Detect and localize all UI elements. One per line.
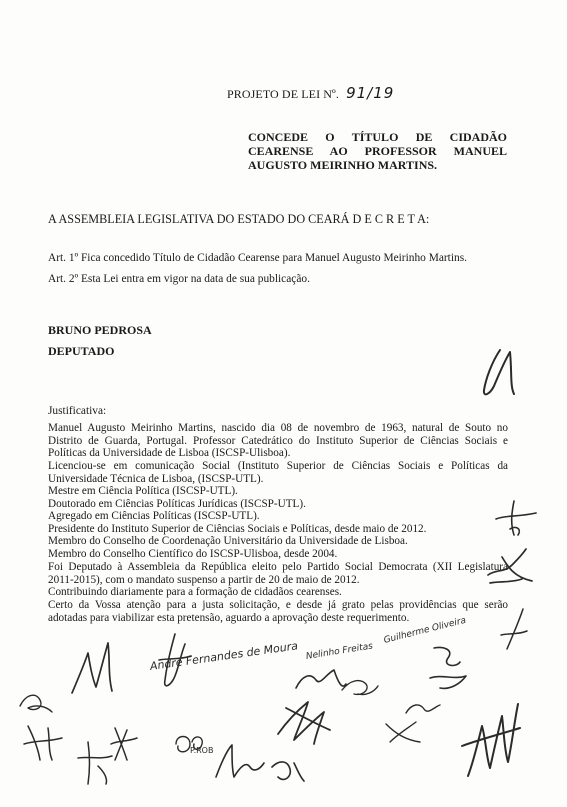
text-line: 2011-2015), com o mandato suspenso a partir de 20 de maio de 2012. [48,573,360,586]
signature-left-1 [62,635,122,705]
text-line: Certo da Vossa atenção para a justa solicitação, e desde já grato pelas providências que serão [48,599,508,611]
text-line: Manuel Augusto Meirinho Martins, nascido dia 08 de novembro de 1963, natural de Souto no [48,422,508,434]
signature-stamp-loops [170,728,210,760]
list-item: Presidente do Instituto Superior de Ciências Sociais e Políticas, desde maio de 2012. [48,522,427,535]
text-line: Licenciou-se em comunicação Social (Instituto Superior de Ciências Sociais e Políticas da [48,460,508,472]
justification-item-last [48,586,508,599]
list-item: Membro do Conselho de Coordenação Universitário da Universidade de Lisboa. [48,535,408,548]
author-role: DEPUTADO [48,344,115,358]
signature-right-bottom [448,676,528,786]
signature-right-3 [482,545,542,590]
justification-list [48,485,508,561]
ementa [248,130,507,172]
list-item: Agregado em Ciências Políticas (ISCSP-UTL). [48,510,260,523]
stamp-code: P.ROB [190,746,214,755]
enacting-clause: A ASSEMBLEIA LEGISLATIVA DO ESTADO DO CEARÁ D E C R E T A: [48,212,430,226]
signature-left-small [12,680,60,720]
signature-right-top [472,342,532,402]
text-line: Políticas da Universidade de Lisboa (ISCSP-Ulisboa). [48,447,291,460]
ementa-line: CEARENSE AO PROFESSOR MANUEL [248,144,507,158]
ementa-line: CONCEDE O TÍTULO DE CIDADÃO [248,130,507,144]
list-item: Doutorado em Ciências Políticas Jurídicas (ISCSP-UTL). [48,497,306,510]
text-line: Universidade Técnica de Lisboa, (ISCSP-UTL). [48,472,264,485]
article-2: Art. 2º Esta Lei entra em vigor na data de sua publicação. [48,273,310,285]
list-item: Membro do Conselho Científico do ISCSP-Ulisboa, desde 2004. [48,547,338,560]
ementa-line: AUGUSTO MEIRINHO MARTINS. [248,158,438,172]
text-line: adotadas para viabilizar esta pretensão, aguardo a aprovação deste requerimento. [48,611,410,624]
justification-label: Justificativa: [48,405,107,417]
handwritten-signature-c: Guilherme Oliveira [382,615,468,646]
signature-right-4 [495,605,535,655]
text-line: Distrito de Guarda, Portugal. Professor Catedrático do Instituto Superior de Ciências Sociais e [48,434,508,447]
list-item: Contribuindo diariamente para a formação de cidadãos cearenses. [48,586,342,598]
author-name: BRUNO PEDROSA [48,323,152,337]
signature-bottom-mid [210,737,310,787]
signature-left-3 [18,716,74,766]
text-line: Foi Deputado à Assembleia da República eleito pelo Partido Social Democrata (XII Legislatura [48,561,508,573]
project-header [227,84,394,102]
signature-right-2 [492,495,542,540]
closing-paragraph [48,599,508,624]
project-number: 91/19 [346,84,395,102]
signature-left-5 [105,722,145,766]
signature-small-3 [380,716,426,750]
handwritten-signature-b: Nelinho Freitas [305,641,374,662]
justification-paragraph [48,422,508,460]
justification-paragraph [48,460,508,485]
project-label: PROJETO DE LEI Nº. [227,87,339,101]
list-item: Mestre em Ciência Política (ISCSP-UTL). [48,485,238,497]
handwritten-signature-a: André Fernandes de Moura [149,639,299,673]
justification-paragraph [48,561,508,586]
article-1: Art. 1º Fica concedido Título de Cidadão Cearense para Manuel Augusto Meirinho Martins. [48,252,467,264]
